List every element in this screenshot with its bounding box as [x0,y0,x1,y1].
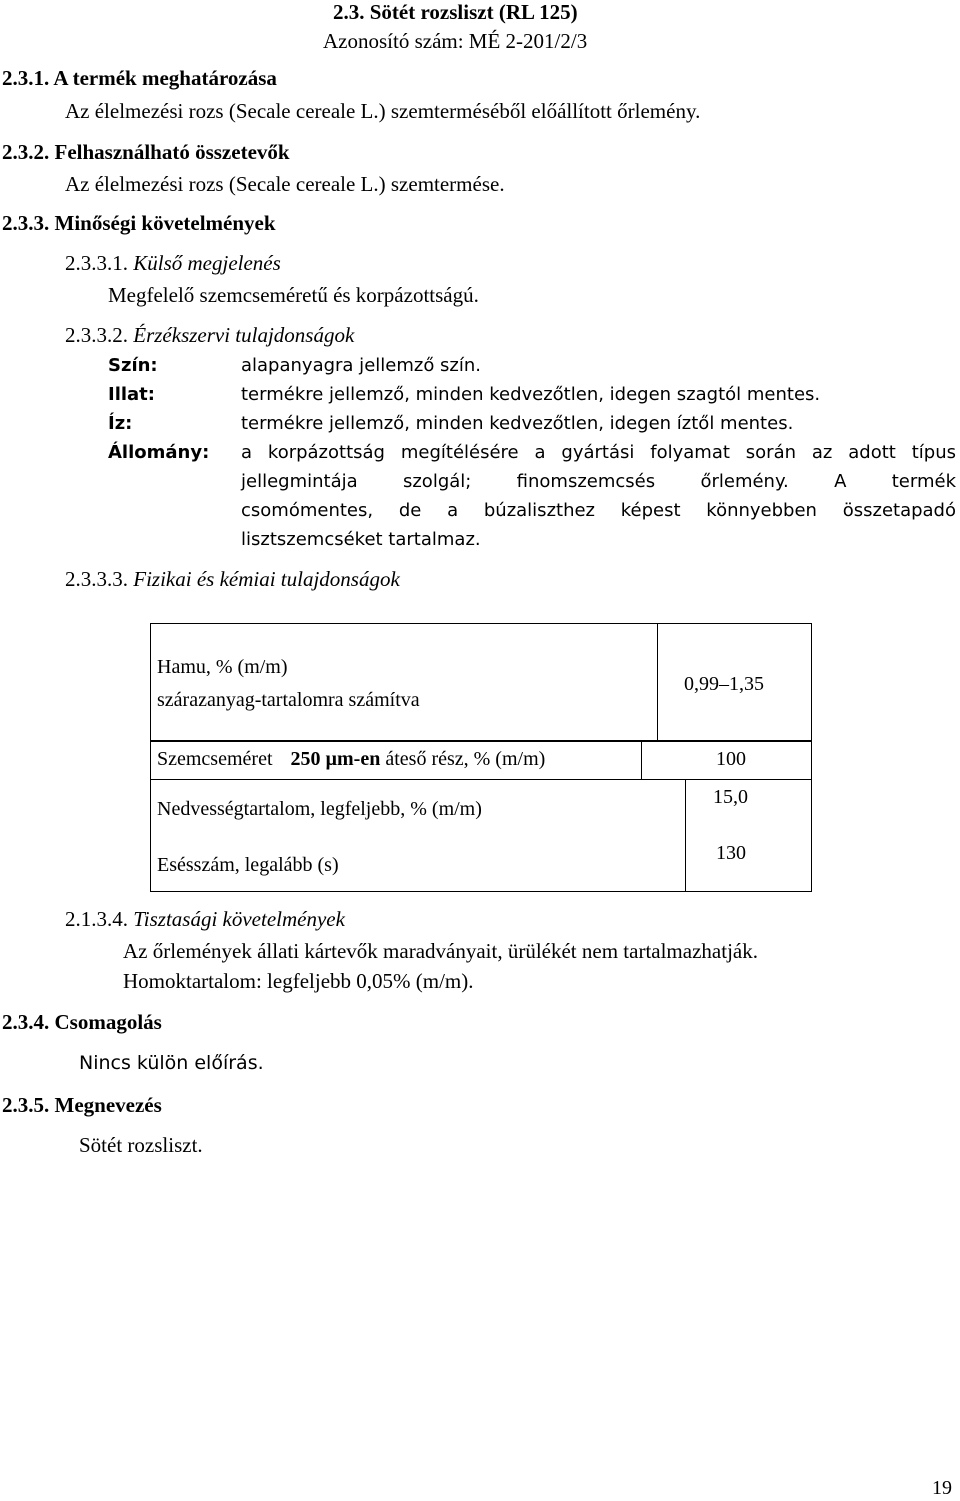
label-illat: Illat: [108,384,155,405]
subsection-2134-line-2: Homoktartalom: legfeljebb 0,05% (m/m). [123,969,474,993]
subsection-2134 [65,907,345,932]
subsection-2331-text: Megfelelő szemcseméretű és korpázottságú. [108,283,479,307]
text-allomany-line-4: lisztszemcséket tartalmaz. [241,529,481,550]
subsection-2333-number: 2.3.3.3. [65,567,128,591]
document-title: 2.3. Sötét rozsliszt (RL 125) [333,0,578,24]
hamu-value: 0,99–1,35 [684,673,764,695]
table-top-divider [657,623,658,741]
label-allomany: Állomány: [108,442,210,463]
table-divider-row1 [641,741,642,779]
subsection-2332-number: 2.3.3.2. [65,323,128,347]
section-235-heading: 2.3.5. Megnevezés [2,1093,162,1117]
text-allomany-line-2: jellegmintája szolgál; finomszemcsés őrlemény. A termék [241,471,956,492]
text-allomany-line-3: csomómentes, de a búzaliszthez képest könnyebben összetapadó [241,500,956,521]
section-232-heading: 2.3.2. Felhasználható összetevők [2,140,290,164]
text-iz: termékre jellemző, minden kedvezőtlen, idegen íztől mentes. [241,413,794,434]
hamu-label-line-2: szárazanyag-tartalomra számítva [157,689,420,711]
document-id: Azonosító szám: MÉ 2-201/2/3 [323,29,588,53]
subsection-2134-line-1: Az őrlemények állati kártevők maradványait, ürülékét nem tartalmazhatják. [123,939,758,963]
section-231-heading: 2.3.1. A termék meghatározása [2,66,277,90]
section-234-heading: 2.3.4. Csomagolás [2,1010,162,1034]
section-234-text: Nincs külön előírás. [79,1052,264,1074]
label-szin: Szín: [108,355,158,376]
subsection-2333 [65,567,400,592]
szemcse-value: 100 [716,748,746,770]
subsection-2134-title: Tisztasági követelmények [133,907,345,931]
szemcse-label-size: 250 µm-en [290,748,381,770]
nedvesseg-value: 15,0 [713,786,748,808]
subsection-2332 [65,323,354,348]
section-232-text: Az élelmezési rozs (Secale cereale L.) szemtermése. [65,172,505,196]
szemcse-label-name: Szemcseméret [157,748,273,770]
section-231-text: Az élelmezési rozs (Secale cereale L.) szemterméséből előállított őrlemény. [65,99,701,123]
table-row-line-1 [150,779,812,780]
subsection-2331 [65,251,281,276]
subsection-2134-number: 2.1.3.4. [65,907,128,931]
section-235-text: Sötét rozsliszt. [79,1133,203,1157]
table-divider-rows [685,779,686,892]
section-233-heading: 2.3.3. Minőségi követelmények [2,211,276,235]
nedvesseg-label: Nedvességtartalom, legfeljebb, % (m/m) [157,798,482,820]
subsection-2331-number: 2.3.3.1. [65,251,128,275]
subsection-2331-title: Külső megjelenés [133,251,281,275]
text-allomany-line-1: a korpázottság megítélésére a gyártási folyamat során az adott típus [241,442,956,463]
page-number: 19 [932,1477,952,1499]
szemcse-label [157,748,545,771]
esesszam-value: 130 [716,842,746,864]
text-illat: termékre jellemző, minden kedvezőtlen, idegen szagtól mentes. [241,384,821,405]
hamu-label-line-1: Hamu, % (m/m) [157,656,288,678]
szemcse-label-rest: áteső rész, % (m/m) [385,748,546,770]
text-szin: alapanyagra jellemző szín. [241,355,482,376]
subsection-2333-title: Fizikai és kémiai tulajdonságok [133,567,400,591]
subsection-2332-title: Érzékszervi tulajdonságok [133,323,355,347]
label-iz: Íz: [108,413,133,434]
esesszam-label: Esésszám, legalább (s) [157,854,339,876]
